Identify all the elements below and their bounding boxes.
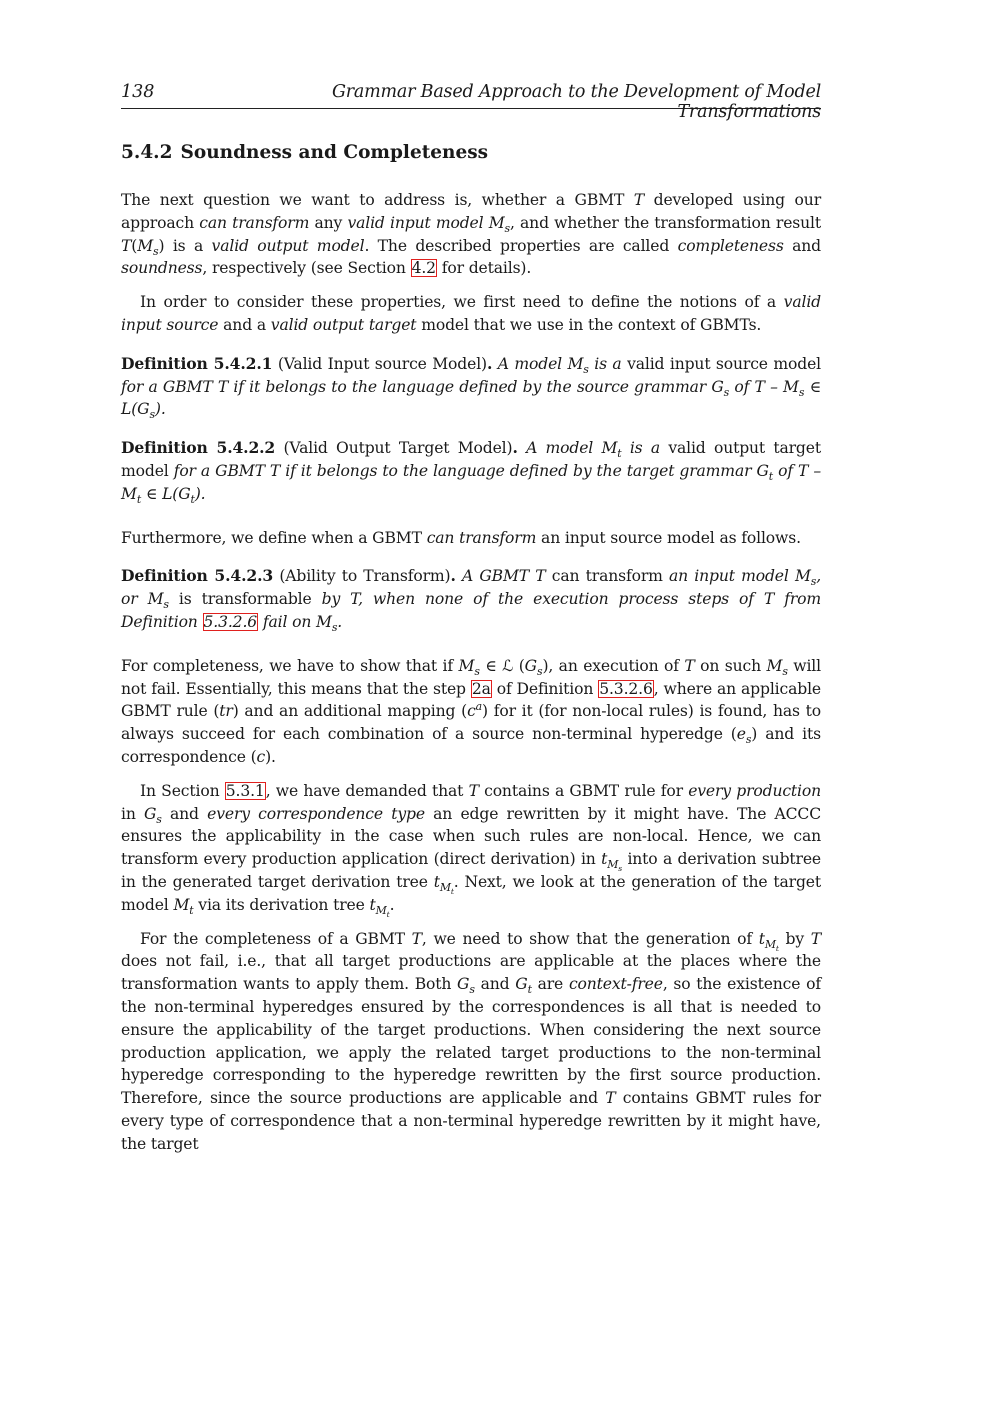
page-header	[121, 82, 821, 122]
ref-definition-5-3-2-6[interactable]: 5.3.2.6	[203, 612, 258, 631]
definition-label: Definition 5.4.2.3	[121, 566, 274, 586]
definition-name: (Ability to Transform)	[279, 567, 451, 586]
section-number: 5.4.2	[121, 142, 173, 163]
paragraph-intro: The next question we want to address is, whether a GBMT T developed using our approach can transform any valid input model $M_s$, and whether the transformation result $T(M_s)$ is a valid output model. The described properties are called completeness and soundness, respectively (see Section 4.2 for details).	[121, 191, 821, 278]
definition-valid-output: Definition 5.4.2.2 (Valid Output Target Model). A model $M_t$ is a valid output target model for a GBMT T if it belongs to the language defined by the target grammar $G_t$ of T – $M_t$ ∈ $L(G_t)$.	[121, 438, 821, 506]
ref-section-4-2[interactable]: 4.2	[411, 259, 436, 278]
section-title: Soundness and Completeness	[180, 142, 489, 163]
definition-label: Definition 5.4.2.2	[121, 438, 276, 458]
paragraph-completeness-3: For the completeness of a GBMT T, we need to show that the generation of $t_{M_t}$ by T does not fail, i.e., that all target productions are applicable at the places where the transformation wants to apply them. Both $G_s$ and $G_t$ are context-free, so the existence of the non-terminal hyperedges ensured by the correspondences is all that is needed to ensure the applicability of the target productions. When considering the next source production application, we apply the related target productions to the non-terminal hyperedge corresponding to the hyperedge rewritten by the first source production. Therefore, since the source productions are applicable and T contains GBMT rules for every type of correspondence that a non-terminal hyperedge rewritten by it might have, the target	[121, 929, 821, 1153]
definition-name: (Valid Input source Model)	[277, 354, 487, 373]
ref-definition-5-3-2-6[interactable]: 5.3.2.6	[599, 679, 653, 698]
definition-label: Definition 5.4.2.1	[121, 353, 273, 373]
page-number: 138	[121, 82, 155, 102]
paragraph-can-transform: Furthermore, we define when a GBMT can transform an input source model as follows.	[121, 528, 801, 547]
definition-ability: Definition 5.4.2.3 (Ability to Transform). A GBMT T can transform an input model $M_s$, or $M_s$ is transformable by T, when none of the execution process steps of T from Definition 5.3.2.6 fail on $M_s$.	[121, 566, 822, 635]
paragraph-completeness-2: In Section 5.3.1, we have demanded that T contains a GBMT rule for every production in $G_s$ and every correspondence type an edge rewritten by it might have. The ACCC ensures the applicability in the case when such rules are non-local. Hence, we can transform every production application (direct derivation) in $t_{M_s}$ into a derivation subtree in the generated target derivation tree $t_{M_t}$. Next, we look at the generation of the target model $M_t$ via its derivation tree $t_{M_t}$.	[121, 781, 822, 919]
ref-step-2a[interactable]: 2a	[471, 679, 491, 698]
ref-section-5-3-1[interactable]: 5.3.1	[225, 781, 265, 800]
page-body	[121, 139, 821, 1155]
definition-valid-input: Definition 5.4.2.1 (Valid Input source Model). A model $M_s$ is a valid input source model for a GBMT T if it belongs to the language defined by the source grammar $G_s$ of T – $M_s$ ∈ $L(G_s)$.	[121, 353, 821, 422]
definition-name: (Valid Output Target Model)	[283, 439, 513, 458]
paragraph-notions: In order to consider these properties, we first need to define the notions of a valid input source and a valid output target model that we use in the context of GBMTs.	[121, 293, 821, 334]
running-title: Grammar Based Approach to the Development of Model Transformations	[331, 82, 821, 122]
paragraph-completeness-1: For completeness, we have to show that if $M_s$ ∈ ℒ $(G_s)$, an execution of T on such $M_s$ will not fail. Essentially, this means that the step 2a of Definition 5.3.2.6, where an applicable GBMT rule (tr) and an additional mapping $(c^a)$ for it (for non-local rules) is found, has to always succeed for each combination of a source non-terminal hyperedge $(e_s)$ and its correspondence (c).	[121, 656, 821, 766]
section-heading	[121, 139, 821, 167]
